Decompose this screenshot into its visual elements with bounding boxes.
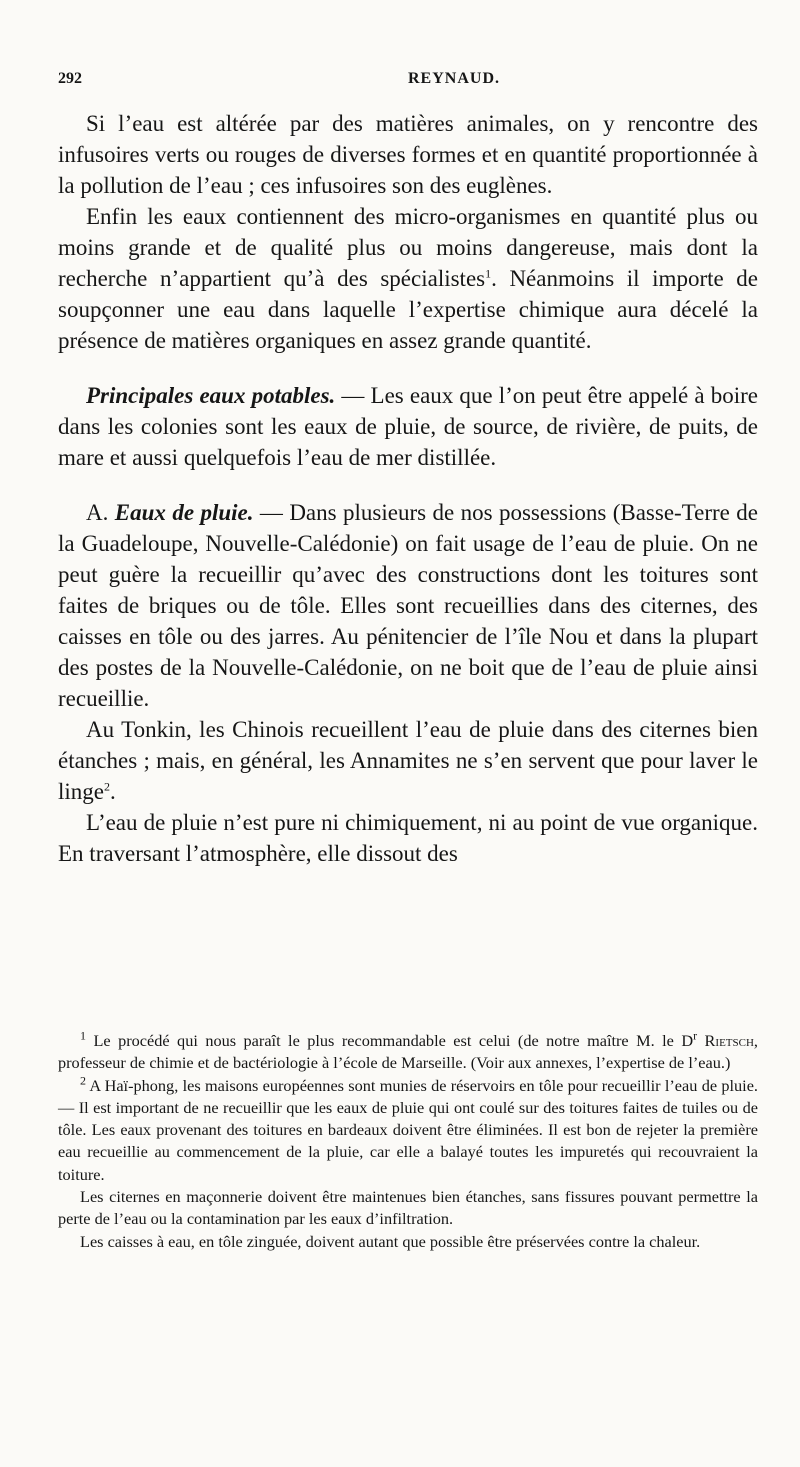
footnote-text-tail: , professeur de chimie et de bactériologie à l’école de Marseille. (Voir aux annexes, l’expertise de l’eau.)	[58, 1031, 758, 1073]
footnote-2-caisses: Les caisses à eau, en tôle zinguée, doivent autant que possible être préservées contre la chaleur.	[80, 1231, 701, 1251]
footnote-mark-2: 2	[80, 1073, 86, 1088]
section-letter: A.	[86, 500, 109, 525]
paragraph-eau-de-pluie-purete: L’eau de pluie n’est pure ni chimiquement, ni au point de vue organique. En traversant l’atmosphère, elle dissout des	[58, 810, 758, 866]
footnotes	[58, 1030, 758, 1253]
page-number: 292	[58, 70, 82, 87]
footnote-superscript: r	[693, 1028, 698, 1043]
paragraph-micro-organismes	[58, 201, 758, 356]
section-heading-principales-eaux: Principales eaux potables.	[86, 383, 336, 408]
paragraph-text: — Dans plusieurs de nos possessions (Basse-Terre de la Guadeloupe, Nouvelle-Calédonie) on fait usage de l’eau de pluie. On ne peut guère la recueillir qu’avec des constructions dont les toitures sont faites de briques ou de tôle. Elles sont recueillies dans des citernes, des caisses en tôle ou des jarres. Au pénitencier de l’île Nou et dans la plupart des postes de la Nouvelle-Calédonie, on ne boit que de l’eau de pluie ainsi recueillie.	[58, 500, 759, 711]
footnote-ref-1: 1	[485, 266, 492, 281]
paragraph-principales-eaux	[58, 380, 758, 473]
footnote-2	[58, 1075, 758, 1186]
main-text	[58, 108, 758, 869]
paragraph-tonkin	[58, 714, 758, 807]
paragraph-text-tail: .	[110, 779, 116, 804]
footnote-2-citernes: Les citernes en maçonnerie doivent être maintenues bien étanches, sans fissures pouvant permettre la perte de l’eau ou la contamination par les eaux d’infiltration.	[58, 1187, 758, 1229]
section-heading-eaux-de-pluie: Eaux de pluie.	[114, 500, 254, 525]
paragraph-infusoires: Si l’eau est altérée par des matières animales, on y rencontre des infusoires verts ou rouges de diverses formes et en quantité proportionnée à la pollution de l’eau ; ces infusoires son des euglènes.	[58, 111, 758, 198]
author-name: Rietsch	[704, 1031, 754, 1050]
footnote-mark-1: 1	[80, 1028, 86, 1043]
footnote-1	[58, 1030, 758, 1075]
footnote-ref-2: 2	[104, 779, 110, 794]
footnote-text: A Haï-phong, les maisons européennes sont munies de réservoirs en tôle pour recueillir l’eau de pluie. — Il est important de ne recueillir que les eaux de pluie qui ont coulé sur des toitures faites de tuiles ou de tôle. Les eaux provenant des toitures en bardeaux doivent être éliminées. Il est bon de rejeter la première eau recueillie au commencement de la pluie, car elle a balayé toutes les impuretés qui recouvraient la toiture.	[58, 1075, 758, 1184]
page-header	[58, 70, 758, 94]
paragraph-text: — Les eaux que l’on peut être appelé à boire dans les colonies sont les eaux de pluie, de source, de rivière, de puits, de mare et aussi quelquefois l’eau de mer distillée.	[58, 383, 758, 470]
running-head: REYNAUD.	[408, 70, 500, 87]
paragraph-text: Enfin les eaux contiennent des micro-organismes en quantité plus ou moins grande et de qualité plus ou moins dangereuse, mais dont la recherche n’appartient qu’à des spécialistes	[58, 204, 758, 291]
paragraph-text: Au Tonkin, les Chinois recueillent l’eau de pluie dans des citernes bien étanches ; mais, en général, les Annamites ne s’en servent que pour laver le linge	[58, 717, 758, 804]
footnote-text: Le procédé qui nous paraît le plus recommandable est celui (de notre maître M. le D	[86, 1031, 694, 1050]
paragraph-eaux-de-pluie	[58, 497, 758, 714]
paragraph-text-tail: . Néanmoins il importe de soupçonner une eau dans laquelle l’expertise chimique aura décelé la présence de matières organiques en assez grande quantité.	[58, 266, 758, 353]
